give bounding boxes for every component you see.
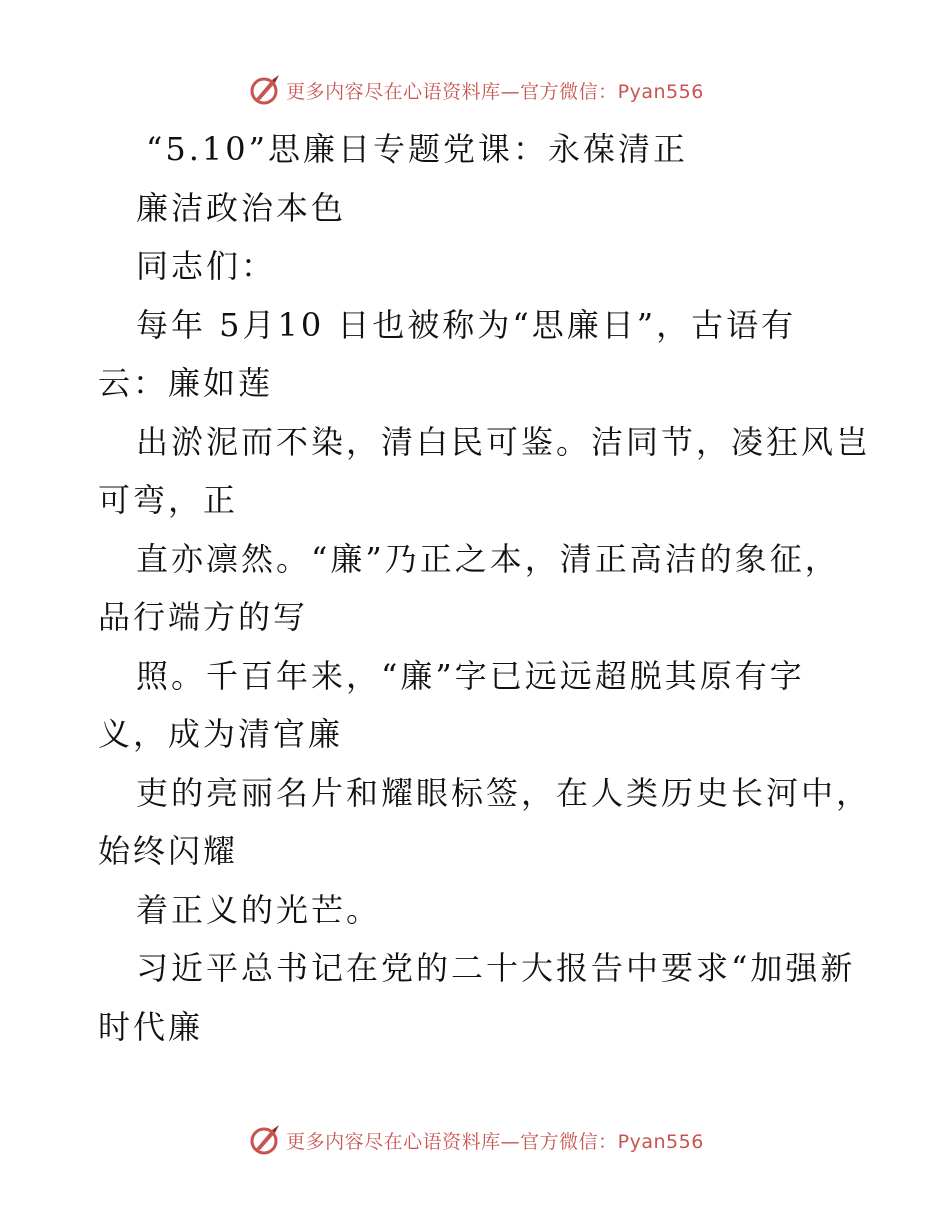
header-watermark <box>0 70 950 110</box>
text-line: 出淤泥而不染，清白民可鉴。洁同节，凌狂风岂 <box>136 422 872 461</box>
footer-watermark <box>0 1120 950 1160</box>
quill-circle-icon <box>246 72 282 108</box>
watermark-text: 更多内容尽在心语资料库—官方微信：Pyan556 <box>286 80 704 103</box>
quill-circle-icon <box>246 1122 282 1158</box>
text-line: 吏的亮丽名片和耀眼标签，在人类历史长河中， <box>136 773 872 812</box>
text-line: 时代廉 <box>98 1007 204 1046</box>
text-line: 习近平总书记在党的二十大报告中要求“加强新 <box>136 949 856 987</box>
document-body <box>98 120 872 1056</box>
title-line-1: “5.10”思廉日专题党课：永葆清正 <box>146 130 688 168</box>
salutation: 同志们： <box>136 247 277 285</box>
text-line: 始终闪耀 <box>98 832 239 870</box>
text-line: 可弯，正 <box>98 481 239 519</box>
text-line: 每年 5月10 日也被称为“思廉日”，古语有 <box>136 305 797 344</box>
text-line: 义，成为清官廉 <box>98 715 344 753</box>
title-line-2: 廉洁政治本色 <box>136 188 347 227</box>
watermark-text: 更多内容尽在心语资料库—官方微信：Pyan556 <box>286 1130 704 1153</box>
text-line: 云：廉如莲 <box>98 364 274 402</box>
text-line: 着正义的光芒。 <box>136 890 382 929</box>
text-line: 直亦凛然。“廉”乃正之本，清正高洁的象征， <box>136 539 840 578</box>
text-line: 照。千百年来，“廉”字已远远超脱其原有字 <box>136 656 805 695</box>
text-line: 品行端方的写 <box>98 598 309 636</box>
